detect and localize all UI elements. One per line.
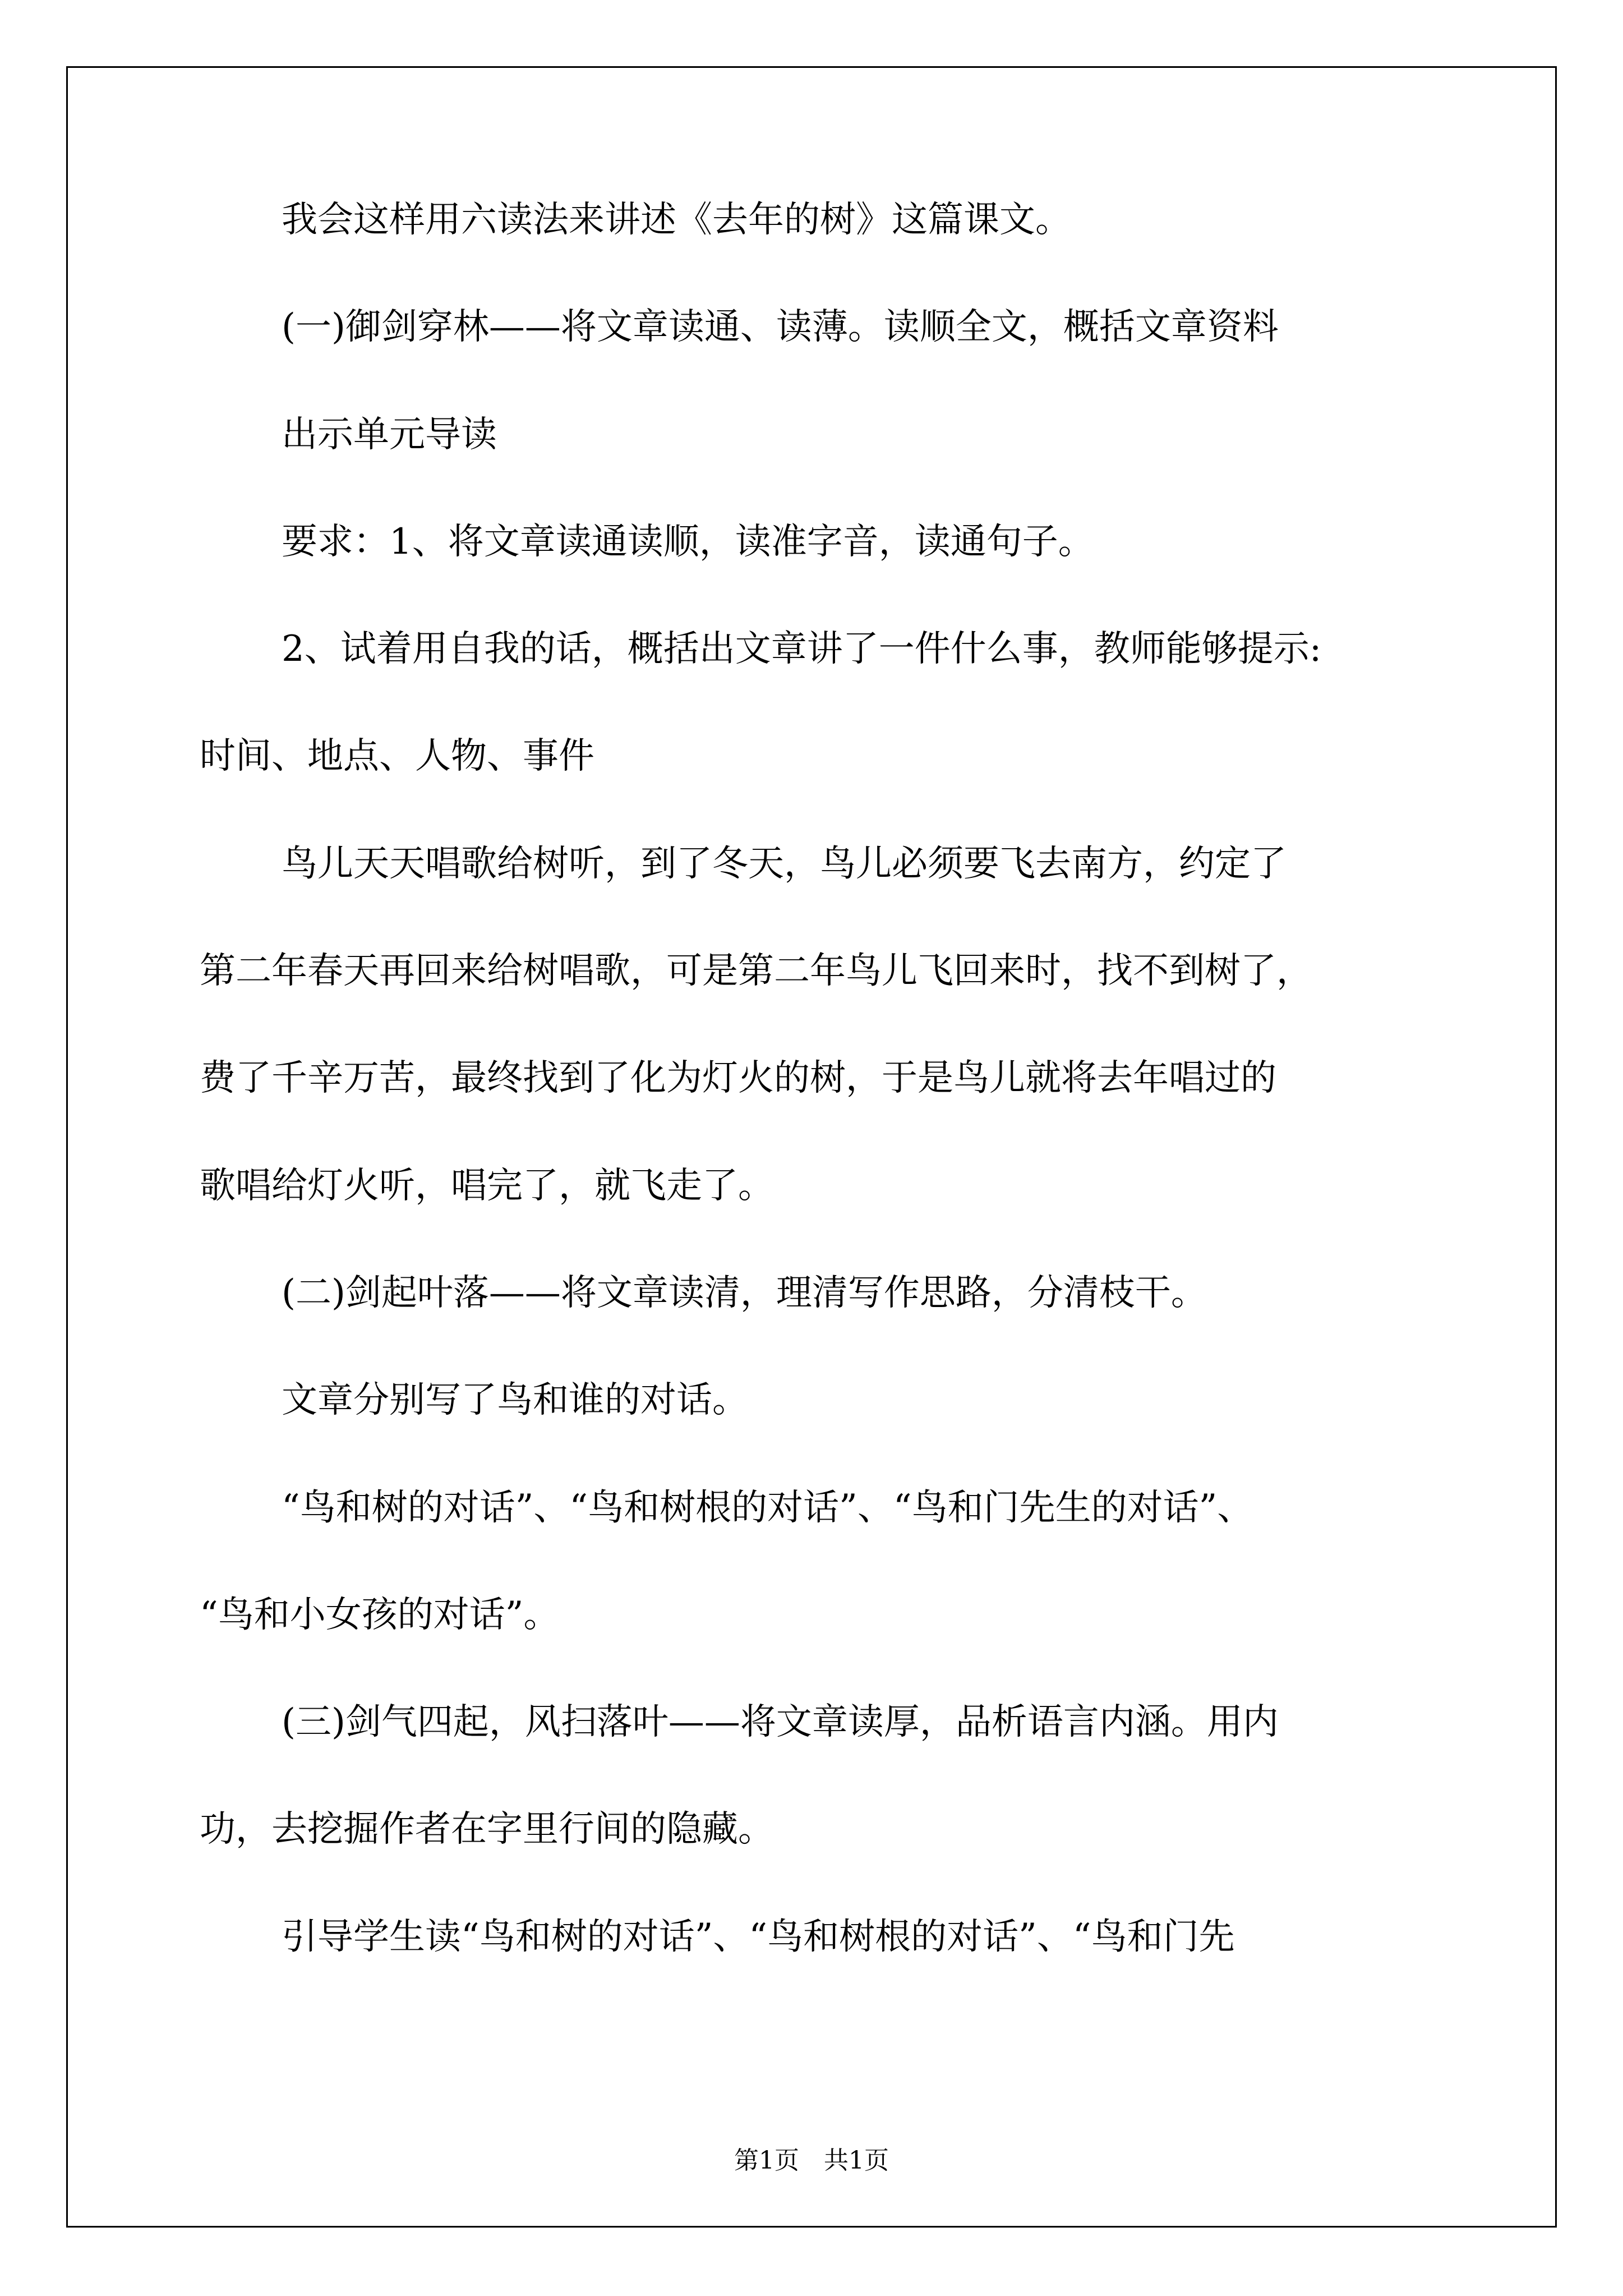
text-line: 我会这样用六读法来讲述《去年的树》这篇课文。 [282,199,1071,241]
text-line: 引导学生读“鸟和树的对话”、“鸟和树根的对话”、“鸟和门先 [282,1916,1235,1958]
text-line: (一)御剑穿林——将文章读通、读薄。读顺全文，概括文章资料 [282,306,1279,348]
text-line: 2、试着用自我的话，概括出文章讲了一件什么事，教师能够提示: [282,628,1322,670]
text-line: 要求：1、将文章读通读顺，读准字音，读通句子。 [282,521,1094,563]
text-line: 时间、地点、人物、事件 [200,735,594,777]
text-line: 鸟儿天天唱歌给树听，到了冬天，鸟儿必须要飞去南方，约定了 [282,843,1287,885]
text-line: 歌唱给灯火听，唱完了，就飞走了。 [200,1165,774,1207]
text-line: “鸟和小女孩的对话”。 [200,1594,560,1636]
text-line: 费了千辛万苦，最终找到了化为灯火的树，于是鸟儿就将去年唱过的 [200,1057,1276,1099]
document-body [200,199,1428,2026]
text-line: (三)剑气四起，风扫落叶——将文章读厚，品析语言内涵。用内 [282,1701,1279,1743]
text-line: 功，去挖掘作者在字里行间的隐藏。 [200,1809,774,1851]
text-line: (二)剑起叶落——将文章读清，理清写作思路，分清枝干。 [282,1272,1207,1314]
text-line: “鸟和树的对话”、“鸟和树根的对话”、“鸟和门先生的对话”、 [282,1487,1253,1529]
text-line: 第二年春天再回来给树唱歌，可是第二年鸟儿飞回来时，找不到树了， [200,950,1312,992]
text-line: 文章分别写了鸟和谁的对话。 [282,1379,748,1421]
page-footer: 第1页 共1页 [734,2146,889,2175]
text-line: 出示单元导读 [282,413,497,455]
